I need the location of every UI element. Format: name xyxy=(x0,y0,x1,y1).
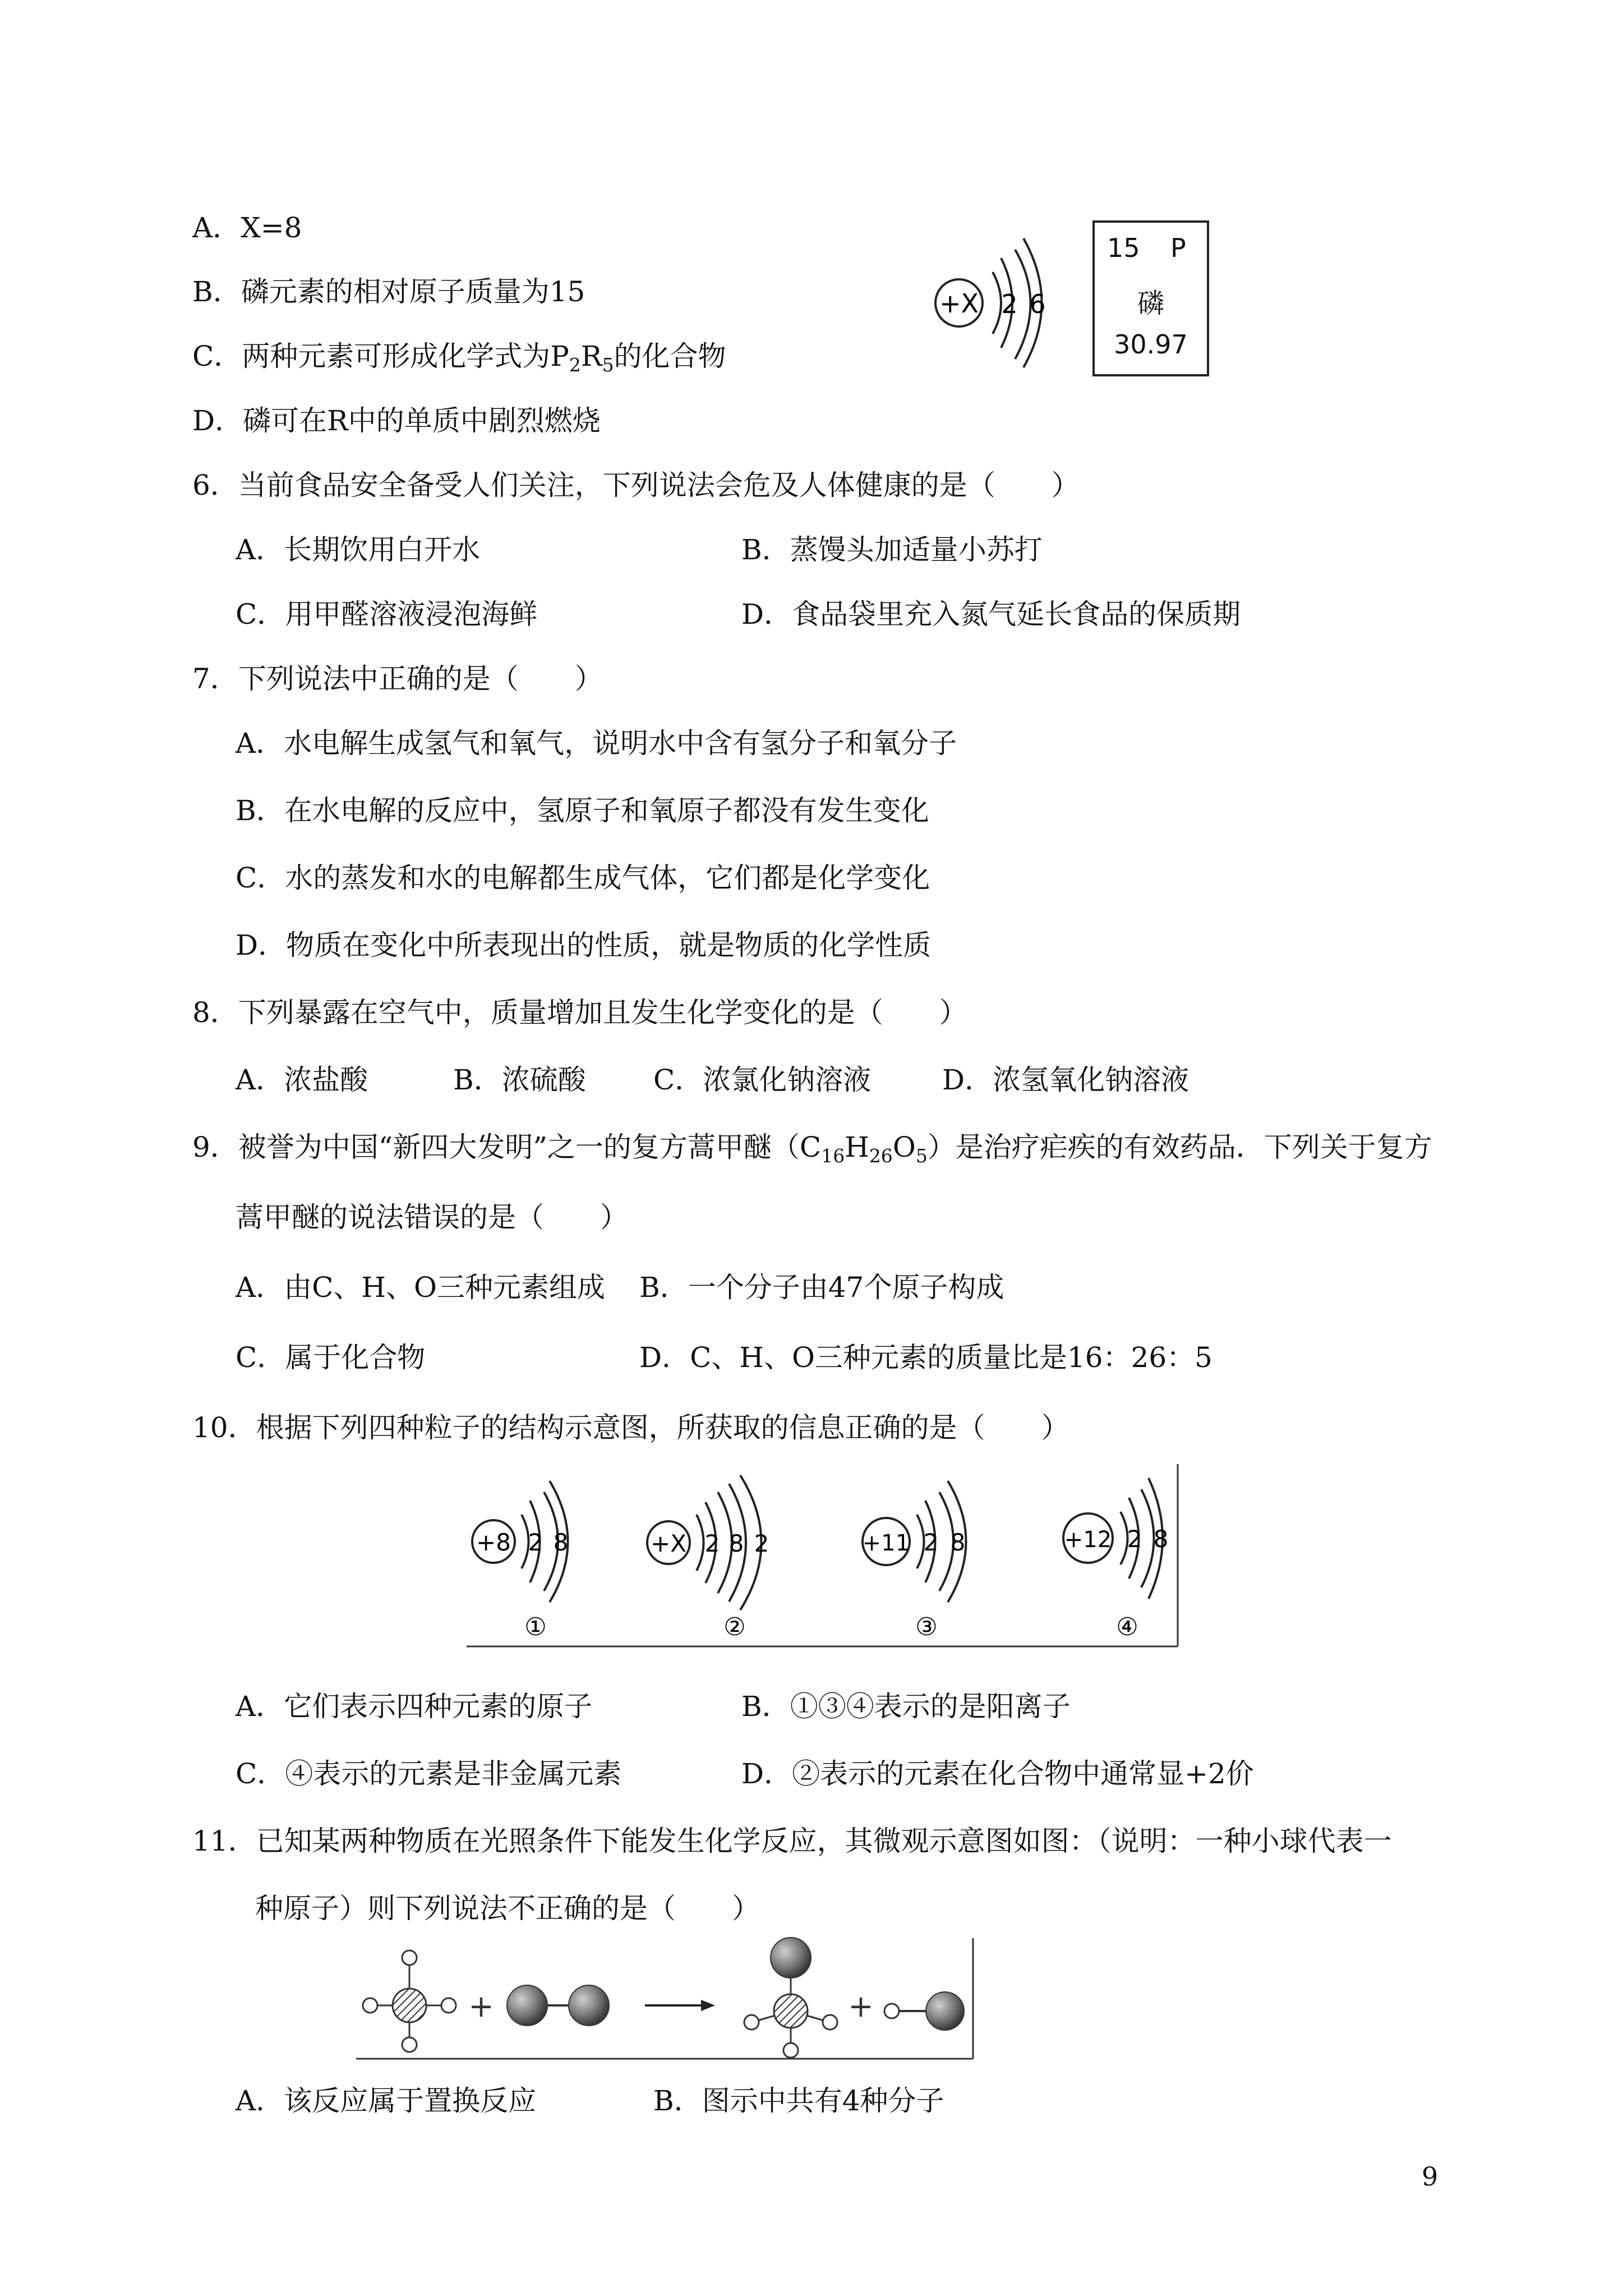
element-symbol: P xyxy=(1170,233,1186,263)
q7-option-a: A．水电解生成氢气和氧气，说明水中含有氢分子和氧分子 xyxy=(236,727,957,760)
q6-option-d: D．食品袋里充入氮气延长食品的保质期 xyxy=(741,598,1241,631)
q8-option-a: A．浓盐酸 xyxy=(236,1064,368,1096)
page-number: 9 xyxy=(1422,2161,1438,2192)
reactant-molecule-1 xyxy=(363,1950,456,2052)
element-mass: 30.97 xyxy=(1114,329,1188,360)
reactant-molecule-2 xyxy=(507,1985,609,2026)
q10-option-b: B．①③④表示的是阳离子 xyxy=(741,1690,1071,1723)
q11-option-b: B．图示中共有4种分子 xyxy=(653,2085,944,2117)
q9-option-b: B．一个分子由47个原子构成 xyxy=(639,1271,1004,1304)
particle-1-shell-1: 2 xyxy=(528,1529,543,1556)
particle-2-label: ② xyxy=(723,1613,746,1641)
particle-2 xyxy=(647,1475,769,1641)
product-molecule-1 xyxy=(744,1938,837,2058)
q5-option-c: C．两种元素可形成化学式为$P_2R_5$的化合物 xyxy=(192,340,726,376)
particle-4-label: ④ xyxy=(1116,1613,1138,1641)
particle-3 xyxy=(863,1481,966,1641)
element-number: 15 xyxy=(1107,233,1140,263)
q11-stem-line-1: 11．已知某两种物质在光照条件下能发生化学反应，其微观示意图如图：（说明：一种小球代表一 xyxy=(192,1825,1392,1857)
q9-option-c: C．属于化合物 xyxy=(236,1341,426,1374)
particle-4-nucleus: +12 xyxy=(1064,1527,1112,1553)
q10-stem: 10．根据下列四种粒子的结构示意图，所获取的信息正确的是（ ） xyxy=(192,1411,1069,1444)
particle-3-nucleus: +11 xyxy=(862,1530,910,1556)
plus-sign-2: + xyxy=(848,1989,874,2024)
q6-option-b: B．蒸馒头加适量小苏打 xyxy=(741,533,1043,566)
plus-sign-1: + xyxy=(468,1989,494,2024)
q11-stem-line-2: 种原子）则下列说法不正确的是（ ） xyxy=(255,1892,760,1925)
q6-option-a: A．长期饮用白开水 xyxy=(236,533,481,566)
q7-option-d: D．物质在变化中所表现出的性质，就是物质的化学性质 xyxy=(236,929,932,961)
particle-4-shell-1: 2 xyxy=(1127,1525,1142,1553)
particle-1-label: ① xyxy=(524,1613,547,1641)
q5-atom-shell-2: 6 xyxy=(1029,289,1046,319)
q11-reaction-diagram xyxy=(353,1932,981,2062)
q10-option-a: A．它们表示四种元素的原子 xyxy=(236,1690,593,1723)
q6-option-c: C．用甲醛溶液浸泡海鲜 xyxy=(236,598,538,631)
q7-option-c: C．水的蒸发和水的电解都生成气体，它们都是化学变化 xyxy=(236,862,930,894)
q5-element-card xyxy=(1092,220,1209,376)
q5-option-a: A．X=8 xyxy=(192,211,302,244)
particle-3-shell-1: 2 xyxy=(923,1529,939,1556)
q8-stem: 8．下列暴露在空气中，质量增加且发生化学变化的是（ ） xyxy=(192,996,967,1029)
q10-option-d: D．②表示的元素在化合物中通常显+2价 xyxy=(741,1757,1254,1790)
particle-1 xyxy=(472,1481,568,1641)
q8-option-d: D．浓氢氧化钠溶液 xyxy=(942,1064,1189,1096)
q9-stem-line-1: 9．被誉为中国“新四大发明”之一的复方蒿甲醚$(C_{16}H_{26}O_5)$是治疗疟疾的有效药品．下列关于复方 xyxy=(192,1131,1432,1167)
q5-atom-shell-1: 2 xyxy=(1001,289,1018,319)
reaction-arrow xyxy=(645,2000,715,2011)
particle-3-shell-2: 8 xyxy=(950,1529,966,1556)
particle-2-shell-2: 8 xyxy=(728,1530,744,1557)
q10-option-c: C．④表示的元素是非金属元素 xyxy=(236,1757,622,1790)
q8-option-c: C．浓氯化钠溶液 xyxy=(653,1064,872,1096)
particle-1-shell-2: 8 xyxy=(553,1529,569,1556)
product-molecule-2 xyxy=(884,1992,964,2030)
element-name: 磷 xyxy=(1137,288,1164,319)
q7-option-b: B．在水电解的反应中，氢原子和氧原子都没有发生变化 xyxy=(236,794,929,827)
particle-2-nucleus: +X xyxy=(651,1530,686,1557)
q5-option-d: D．磷可在R中的单质中剧烈燃烧 xyxy=(192,404,601,437)
q7-stem: 7．下列说法中正确的是（ ） xyxy=(192,662,603,695)
q9-stem-line-2: 蒿甲醚的说法错误的是（ ） xyxy=(236,1201,628,1234)
q9-option-d: D．C、H、O三种元素的质量比是16：26：5 xyxy=(639,1341,1212,1374)
particle-3-label: ③ xyxy=(915,1613,938,1641)
particle-1-nucleus: +8 xyxy=(476,1529,511,1556)
q10-particle-diagram xyxy=(465,1458,1183,1655)
q5-option-b: B．磷元素的相对原子质量为15 xyxy=(192,275,585,308)
q8-option-b: B．浓硫酸 xyxy=(453,1064,586,1096)
q11-option-a: A．该反应属于置换反应 xyxy=(236,2085,537,2117)
particle-4 xyxy=(1063,1478,1168,1641)
q6-stem: 6．当前食品安全备受人们关注，下列说法会危及人体健康的是（ ） xyxy=(192,469,1080,501)
q9-option-a: A．由C、H、O三种元素组成 xyxy=(236,1271,605,1304)
particle-4-shell-2: 8 xyxy=(1153,1525,1169,1553)
q5-atom-nucleus: +X xyxy=(939,288,979,319)
particle-2-shell-3: 2 xyxy=(754,1530,769,1557)
particle-2-shell-1: 2 xyxy=(704,1530,720,1557)
q5-atom-diagram xyxy=(925,219,1071,376)
